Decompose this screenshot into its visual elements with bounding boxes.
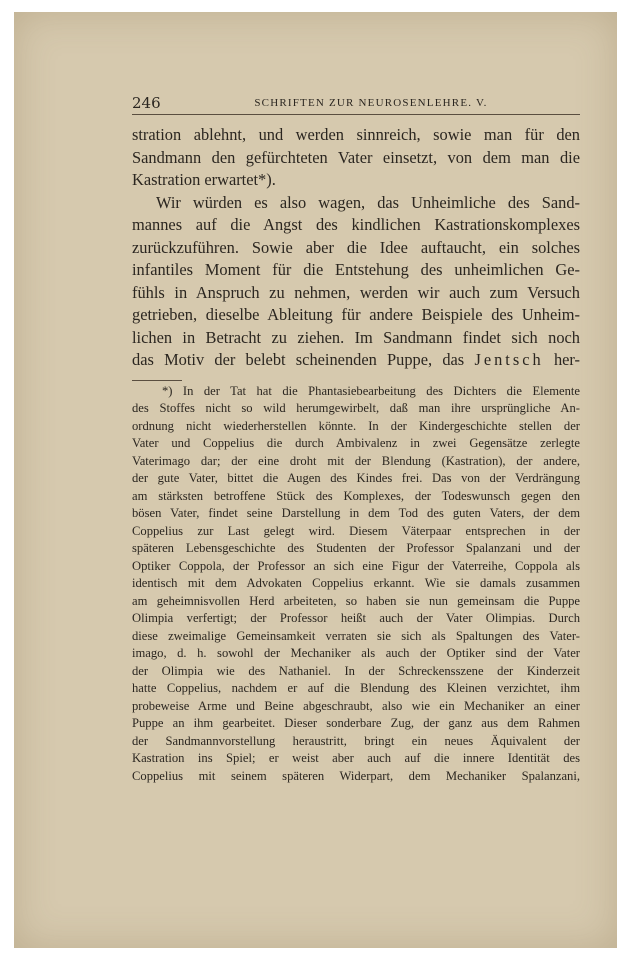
header-rule — [132, 114, 580, 115]
footnote-line: des Stoffes nicht so wild herumgewirbelt, daß man ihre ursprüngliche An- — [132, 401, 580, 415]
running-title: SCHRIFTEN ZUR NEUROSENLEHRE. V. — [254, 97, 488, 109]
footnote-line: *) In der Tat hat die Phantasiebearbeitung des Dichters die Elemente — [162, 383, 580, 398]
footnote-line: identisch mit dem Advokaten Coppelius erkannt. Wie sie damals zusammen — [132, 576, 580, 590]
body-line: zurückzuführen. Sowie aber die Idee auftaucht, ein solches — [132, 237, 580, 257]
footnote-line: späteren Lebensgeschichte des Studenten der Professor Spalanzani und der — [132, 541, 580, 555]
book-page — [14, 12, 617, 948]
footnote-rule — [132, 380, 182, 381]
footnote-line: am geheimnisvollen Herd arbeiteten, so haben sie nun gemeinsam die Puppe — [132, 593, 580, 608]
footnote-line: der Olimpia wie des Nathaniel. In der Schreckensszene der Kinderzeit — [132, 663, 580, 678]
footnote-line: der Sandmannvorstellung heraustritt, bringt ein neues Äquivalent der — [132, 733, 580, 748]
footnote-line: Optiker Coppola, der Professor an sich eine Figur der Vaterreihe, Coppola als — [132, 558, 580, 573]
hyphenated-suffix: her- — [553, 350, 580, 369]
footnote-line: Coppelius mit seinem späteren Widerpart, dem Mechaniker Spalanzani, — [132, 768, 580, 783]
body-line: lichen in Betracht zu ziehen. Im Sandmann findet sich noch — [132, 327, 580, 347]
page-number: 246 — [132, 94, 161, 112]
body-line: mannes auf die Angst des kindlichen Kastrationskomplexes — [132, 215, 580, 234]
footnote-line: ordnung nicht wiederherstellen könnte. In der Kindergeschichte stellen der — [132, 418, 580, 433]
text-block — [132, 92, 580, 785]
body-line: fühls in Anspruch zu nehmen, werden wir auch zum Versuch — [132, 282, 580, 302]
footnote-line: bösen Vater, findet seine Darstellung in dem Tod des guten Vaters, der dem — [132, 506, 580, 520]
footnote-line: Vater und Coppelius die durch Ambivalenz in zwei Gegensätze zerlegte — [132, 436, 580, 450]
footnote-line: probeweise Arme und Beine abgeschraubt, also wie ein Mechaniker an einer — [132, 698, 580, 713]
body-line: Sandmann den gefürchteten Vater einsetzt, von dem man die — [132, 147, 580, 167]
body-line-text: das Motiv der belebt scheinenden Puppe, das — [132, 350, 465, 369]
footnote-line: imago, d. h. sowohl der Mechaniker als auch der Optiker sind der Vater — [132, 646, 580, 660]
footnote-line: am stärksten betroffene Stück des Komplexes, der Todeswunsch gegen den — [132, 488, 580, 503]
footnote-line: Olimpia verfertigt; der Professor heißt auch der Vater Olimpias. Durch — [132, 611, 580, 625]
footnote-line: Kastration ins Spiel; er weist aber auch auf die innere Identität des — [132, 751, 580, 765]
footnote-line: der gute Vater, bittet die Augen des Kindes frei. Das von der Verdrängung — [132, 471, 580, 485]
footnote-line: Puppe an ihm gearbeitet. Dieser sonderbare Zug, der ganz aus dem Rahmen — [132, 716, 580, 730]
main-text — [132, 124, 580, 372]
footnote-line: Vaterimago dar; der eine droht mit der Blendung (Kastration), der andere, — [132, 453, 580, 468]
body-line: stration ablehnt, und werden sinnreich, sowie man für den — [132, 125, 580, 144]
footnote — [132, 383, 580, 786]
body-line: getrieben, dieselbe Ableitung für andere Beispiele des Unheim- — [132, 305, 580, 324]
footnote-line: diese zweimalige Gemeinsamkeit verraten sie sich als Spaltungen des Vater- — [132, 628, 580, 643]
body-line: Kastration erwartet*). — [132, 170, 276, 189]
footnote-line: Coppelius zur Last gelegt wird. Diesem Väterpaar entsprechen in der — [132, 523, 580, 538]
footnote-line: hatte Coppelius, nachdem er auf die Blendung des Kleinen verzichtet, ihm — [132, 681, 580, 695]
running-header — [132, 93, 580, 113]
spaced-name: Jentsch — [474, 350, 544, 369]
body-line: infantiles Moment für die Entstehung des unheimlichen Ge- — [132, 260, 580, 279]
body-line: Wir würden es also wagen, das Unheimliche des Sand- — [156, 192, 580, 212]
body-line-last — [132, 349, 580, 372]
